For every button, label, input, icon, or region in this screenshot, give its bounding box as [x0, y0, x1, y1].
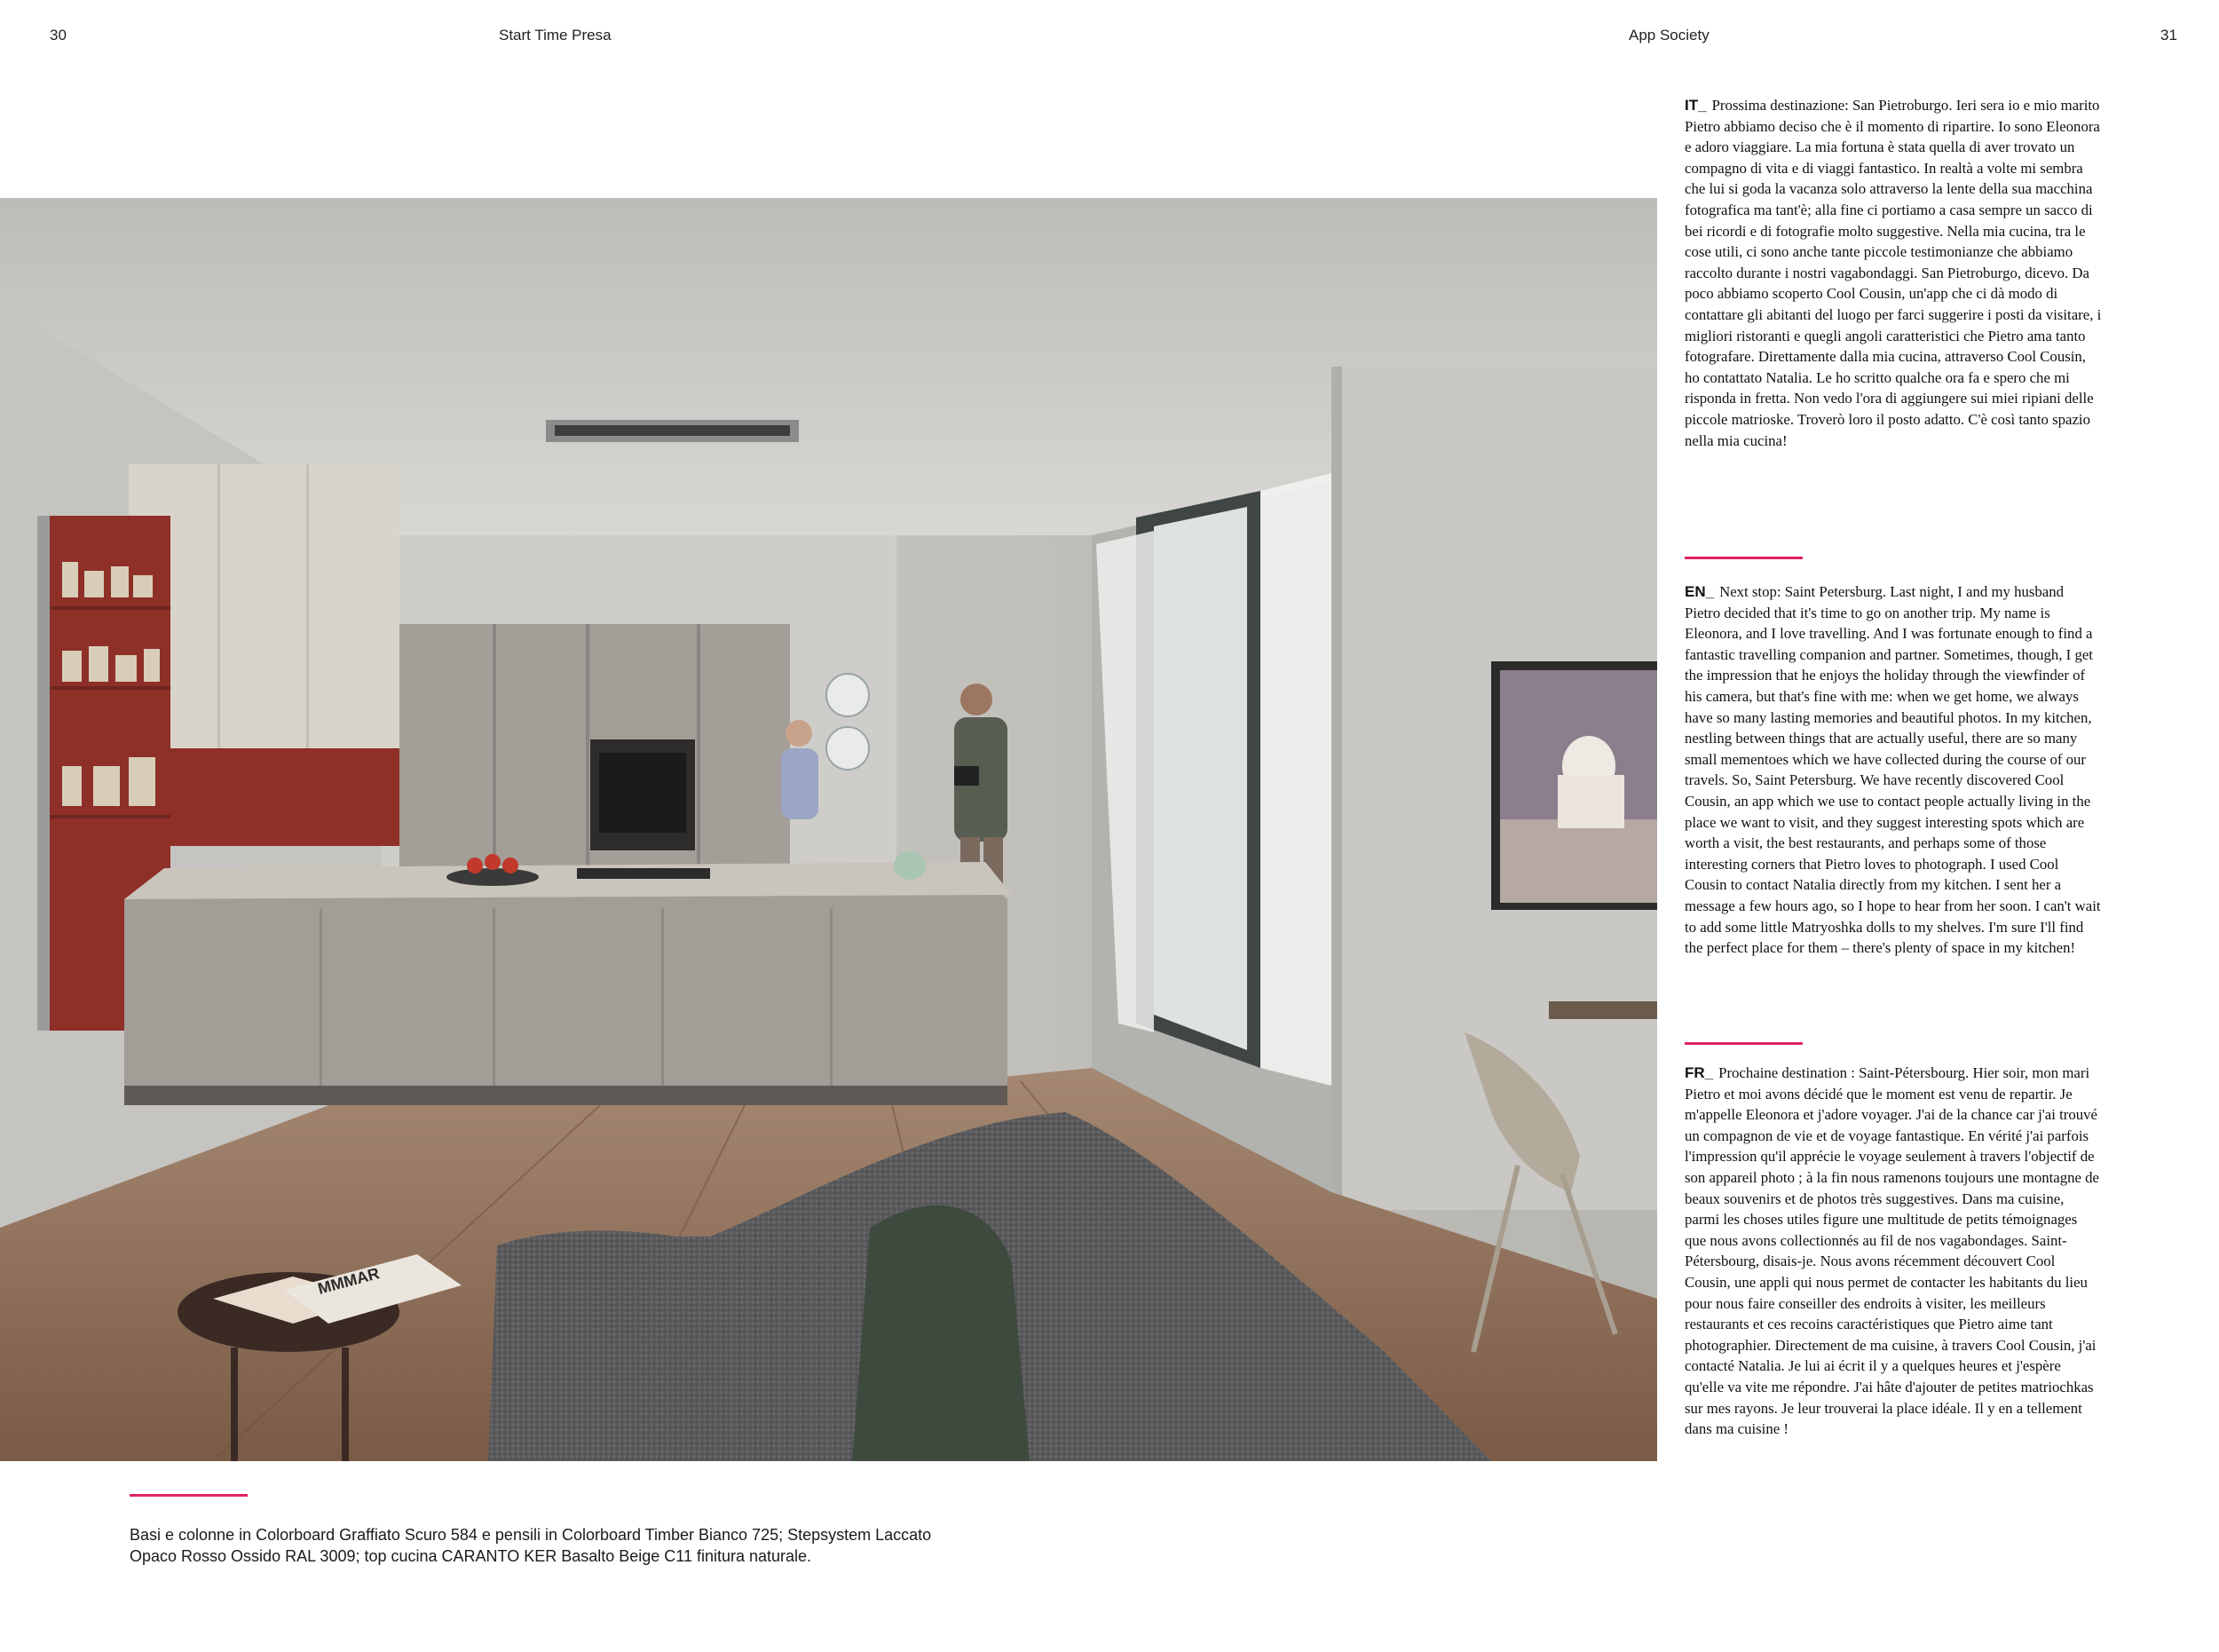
article-divider-1: [1685, 557, 1803, 559]
article-it-lang: IT_: [1685, 97, 1707, 114]
article-fr-lang: FR_: [1685, 1064, 1714, 1081]
page-number-left: 30: [50, 27, 67, 43]
article-en-text: Next stop: Saint Petersburg. Last night, I and my husband Pietro decided that it's time to go on another trip. My name is Eleonora, and I love travelling. And I was fortunate enough to find a fantastic travelling companion and partner. Sometimes, though, I get the impression that he enjoys the holiday through the viewfinder of his camera, but that's fine with me: when we get home, we always have so many lasting memories and beautiful photos. In my kitchen, nestling between things that are actually useful, there are so many small mementoes which we have collected during the course of our travels. So, Saint Petersburg. We have recently discovered Cool Cousin, an app which we use to contact people actually living in the place we want to visit, and they suggest interesting spots which are worth a visit, the best restaurants, and perhaps some of those interesting corners that Pietro loves to photograph. I used Cool Cousin to contact Natalia directly from my kitchen. I sent her a message a few hours ago, so I hope to hear from her soon. I can't wait to add some little Matryoshka dolls to my shelves. I'm sure I'll find the perfect place for them – there's plenty of space in my kitchen!: [1685, 583, 2101, 957]
article-fr: [1685, 1063, 2102, 1440]
section-title-right: App Society: [1629, 27, 1710, 43]
article-divider-2: [1685, 1042, 1803, 1045]
article-it: [1685, 95, 2102, 451]
page-number-right: 31: [2160, 27, 2177, 43]
photo-caption: Basi e colonne in Colorboard Graffiato Scuro 584 e pensili in Colorboard Timber Bianco 725; Stepsystem Laccato Opaco Rosso Ossido RAL 3009; top cucina CARANTO KER Basalto Beige C11 finitura naturale.: [130, 1526, 932, 1565]
article-en: [1685, 581, 2102, 959]
article-en-lang: EN_: [1685, 583, 1715, 600]
magazine-cover-title: MMMAR: [315, 1264, 382, 1298]
section-title-left: Start Time Presa: [499, 27, 612, 43]
article-it-text: Prossima destinazione: San Pietroburgo. Ieri sera io e mio marito Pietro abbiamo deciso che è il momento di ripartire. Io sono Eleonora e adoro viaggiare. La mia fortuna è stata quella di aver trovato un compagno di vita e di viaggi fantastico. In realtà a volte mi sembra che lui si goda la vacanza solo attraverso la lente della sua macchina fotografica ma tant'è; alla fine ci portiamo a casa sempre un sacco di bei ricordi e di fotografie molto suggestive. Nella mia cucina, tra le cose utili, ci sono anche tante piccole testimonianze che abbiamo raccolto durante i nostri vagabondaggi. San Pietroburgo, dicevo. Da poco abbiamo scoperto Cool Cousin, un'app che ci dà modo di contattare gli abitanti del luogo per farci suggerire i posti da visitare, i migliori ristoranti e quegli angoli caratteristici che Pietro ama tanto fotografare. Direttamente dalla mia cucina, attraverso Cool Cousin, ho contattato Natalia. Le ho scritto qualche ora fa e spero che mi risponda in fretta. Non vedo l'ora di aggiungere sui miei ripiani delle piccole matrioske. Troverò loro il posto adatto. C'è così tanto spazio nella mia cucina!: [1685, 97, 2102, 449]
article-fr-text: Prochaine destination : Saint-Pétersbourg. Hier soir, mon mari Pietro et moi avons décidé que le moment est venu de repartir. Je m'appelle Eleonora et j'adore voyager. J'ai de la chance car j'ai trouvé un compagnon de vie et de voyage fantastique. En vérité j'ai parfois l'impression qu'il apprécie le voyage seulement à travers l'objectif de son appareil photo ; à la fin nous ramenons toujours une montagne de beaux souvenirs et de photos très suggestives. Dans ma cuisine, parmi les choses utiles figure une multitude de petits témoignages que nous avons collectionnés au fil de nos vagabondages. Saint-Pétersbourg, disais-je. Nous avons récemment découvert Cool Cousin, une appli qui nous permet de contacter les habitants du lieu pour nous faire conseiller des endroits à visiter, les meilleurs restaurants et ces recoins caractéristiques que Pietro aime tant photographier. Directement de ma cuisine, à travers Cool Cousin, j'ai contacté Natalia. Je lui ai écrit il y a quelques heures et j'espère qu'elle va vite me répondre. J'ai hâte d'ajouter de petites matriochkas sur mes rayons. Je leur trouverai la place idéale. Il y en a tellement dans ma cuisine !: [1685, 1064, 2099, 1438]
caption-divider: [130, 1494, 248, 1497]
kitchen-photo: [0, 198, 1657, 1461]
